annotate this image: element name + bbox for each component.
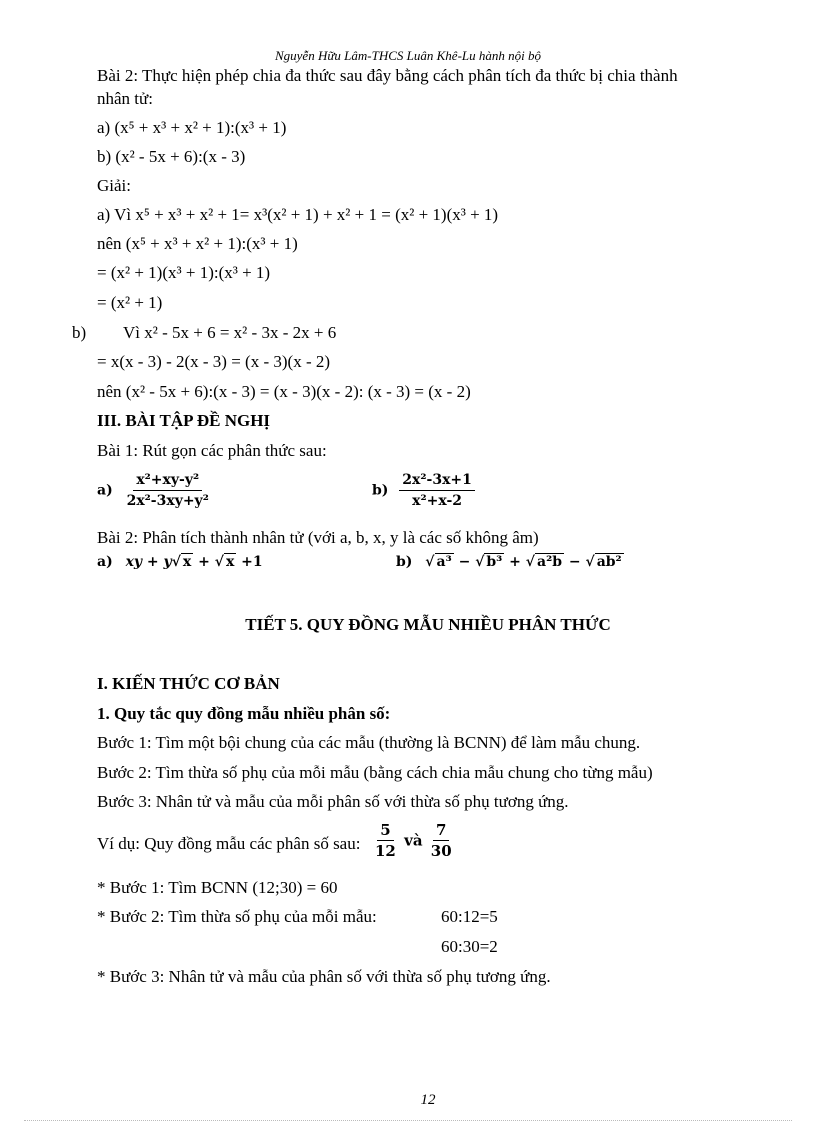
example-step-2-value1: 60:12=5 bbox=[441, 907, 498, 926]
exercise2-formula-b bbox=[396, 553, 624, 570]
page-number: 12 bbox=[420, 1092, 436, 1108]
conjunction: và bbox=[404, 831, 423, 850]
fraction-b bbox=[399, 470, 475, 511]
exercise1-formula-b bbox=[372, 470, 475, 511]
operator: + bbox=[504, 554, 526, 570]
example-step-2: * Bước 2: Tìm thừa số phụ của mỗi mẫu: bbox=[97, 907, 377, 926]
step-3: Bước 3: Nhân tử và mẫu của mỗi phân số với thừa số phụ tương ứng. bbox=[97, 792, 569, 811]
exercise-part-b: b) (x² - 5x + 6):(x - 3) bbox=[97, 147, 246, 166]
exercise-title-line2: nhân tử: bbox=[97, 89, 153, 108]
exercise2-formula-a bbox=[97, 553, 263, 570]
formula-b-label: b) bbox=[372, 482, 389, 499]
solution-label: Giải: bbox=[97, 176, 131, 195]
fraction-numerator: 5 bbox=[377, 820, 393, 841]
fraction-a-numerator: x²+xy-y² bbox=[133, 470, 202, 491]
exercise-part-a: a) (x⁵ + x³ + x² + 1):(x³ + 1) bbox=[97, 118, 287, 137]
solution-a-line2: nên (x⁵ + x³ + x² + 1):(x³ + 1) bbox=[97, 234, 298, 253]
sqrt-sign: √ bbox=[475, 554, 485, 570]
formula-b-label: b) bbox=[396, 554, 413, 570]
fraction-numerator: 7 bbox=[433, 820, 449, 841]
exercise2-title: Bài 2: Phân tích thành nhân tử (với a, b, x, y là các số không âm) bbox=[97, 528, 539, 547]
fraction-b-denominator: x²+x-2 bbox=[412, 493, 463, 509]
solution-a-line3: = (x² + 1)(x³ + 1):(x³ + 1) bbox=[97, 263, 271, 282]
operator: − bbox=[453, 554, 476, 570]
plus-sign: + bbox=[193, 554, 215, 570]
radicand: x bbox=[182, 554, 192, 570]
radicand: a³ bbox=[436, 554, 452, 570]
solution-b-line2: = x(x - 3) - 2(x - 3) = (x - 3)(x - 2) bbox=[97, 352, 331, 371]
sqrt-sign: √ bbox=[171, 554, 181, 570]
operator: − bbox=[564, 554, 586, 570]
example-step-3: * Bước 3: Nhân tử và mẫu của phân số với thừa số phụ tương ứng. bbox=[97, 967, 551, 986]
radical-expr-part: +1 bbox=[236, 554, 263, 570]
exercise1-formula-a bbox=[97, 470, 212, 511]
fraction-denominator: 30 bbox=[430, 842, 452, 860]
radicand: b³ bbox=[486, 554, 503, 570]
radicand: x bbox=[225, 554, 235, 570]
fraction-a-denominator: 2x²-3xy+y² bbox=[126, 493, 209, 509]
lesson-title: TIẾT 5. QUY ĐỒNG MẪU NHIỀU PHÂN THỨC bbox=[245, 615, 611, 634]
radicand: ab² bbox=[596, 554, 622, 570]
solution-a-line1: a) Vì x⁵ + x³ + x² + 1= x³(x² + 1) + x² + 1 = (x² + 1)(x³ + 1) bbox=[97, 205, 499, 224]
example-step-2-value2: 60:30=2 bbox=[441, 937, 498, 956]
formula-a-label: a) bbox=[97, 482, 113, 499]
page-header: Nguyễn Hữu Lâm-THCS Luân Khê-Lu hành nội bộ bbox=[274, 48, 542, 63]
rule-title: 1. Quy tắc quy đồng mẫu nhiều phân số: bbox=[97, 704, 391, 723]
step-2: Bước 2: Tìm thừa số phụ của mỗi mẫu (bằng cách chia mẫu chung cho từng mẫu) bbox=[97, 763, 653, 782]
example-intro: Ví dụ: Quy đồng mẫu các phân số sau: bbox=[97, 834, 361, 853]
sqrt-sign: √ bbox=[425, 554, 435, 570]
solution-b-line3: nên (x² - 5x + 6):(x - 3) = (x - 3)(x - 2): (x - 3) = (x - 2) bbox=[97, 382, 471, 401]
sqrt-sign: √ bbox=[525, 554, 535, 570]
footer-divider bbox=[24, 1120, 792, 1121]
fraction-a bbox=[124, 470, 212, 511]
solution-b-label: b) bbox=[72, 323, 87, 342]
radicand: a²b bbox=[537, 554, 562, 570]
sqrt-sign: √ bbox=[214, 554, 224, 570]
step-1: Bước 1: Tìm một bội chung của các mẫu (thường là BCNN) để làm mẫu chung. bbox=[97, 733, 641, 752]
solution-a-line4: = (x² + 1) bbox=[97, 293, 163, 312]
exercise1-title: Bài 1: Rút gọn các phân thức sau: bbox=[97, 441, 327, 460]
example-step-1: * Bước 1: Tìm BCNN (12;30) = 60 bbox=[97, 878, 338, 897]
section-heading-exercises: III. BÀI TẬP ĐỀ NGHỊ bbox=[97, 411, 271, 430]
sqrt-sign: √ bbox=[585, 554, 595, 570]
example-fractions bbox=[372, 820, 455, 861]
fraction-b-numerator: 2x²-3x+1 bbox=[399, 470, 475, 491]
radical-expr-part: xy + y bbox=[125, 554, 172, 570]
solution-b-line1: Vì x² - 5x + 6 = x² - 3x - 2x + 6 bbox=[123, 323, 337, 342]
section-heading-basics: I. KIẾN THỨC CƠ BẢN bbox=[97, 674, 280, 693]
fraction-5-12 bbox=[372, 820, 399, 861]
fraction-7-30 bbox=[428, 820, 455, 861]
exercise-title-line1: Bài 2: Thực hiện phép chia đa thức sau đây bằng cách phân tích đa thức bị chia thành bbox=[97, 66, 678, 85]
fraction-denominator: 12 bbox=[375, 842, 396, 860]
formula-a-label: a) bbox=[97, 554, 113, 570]
